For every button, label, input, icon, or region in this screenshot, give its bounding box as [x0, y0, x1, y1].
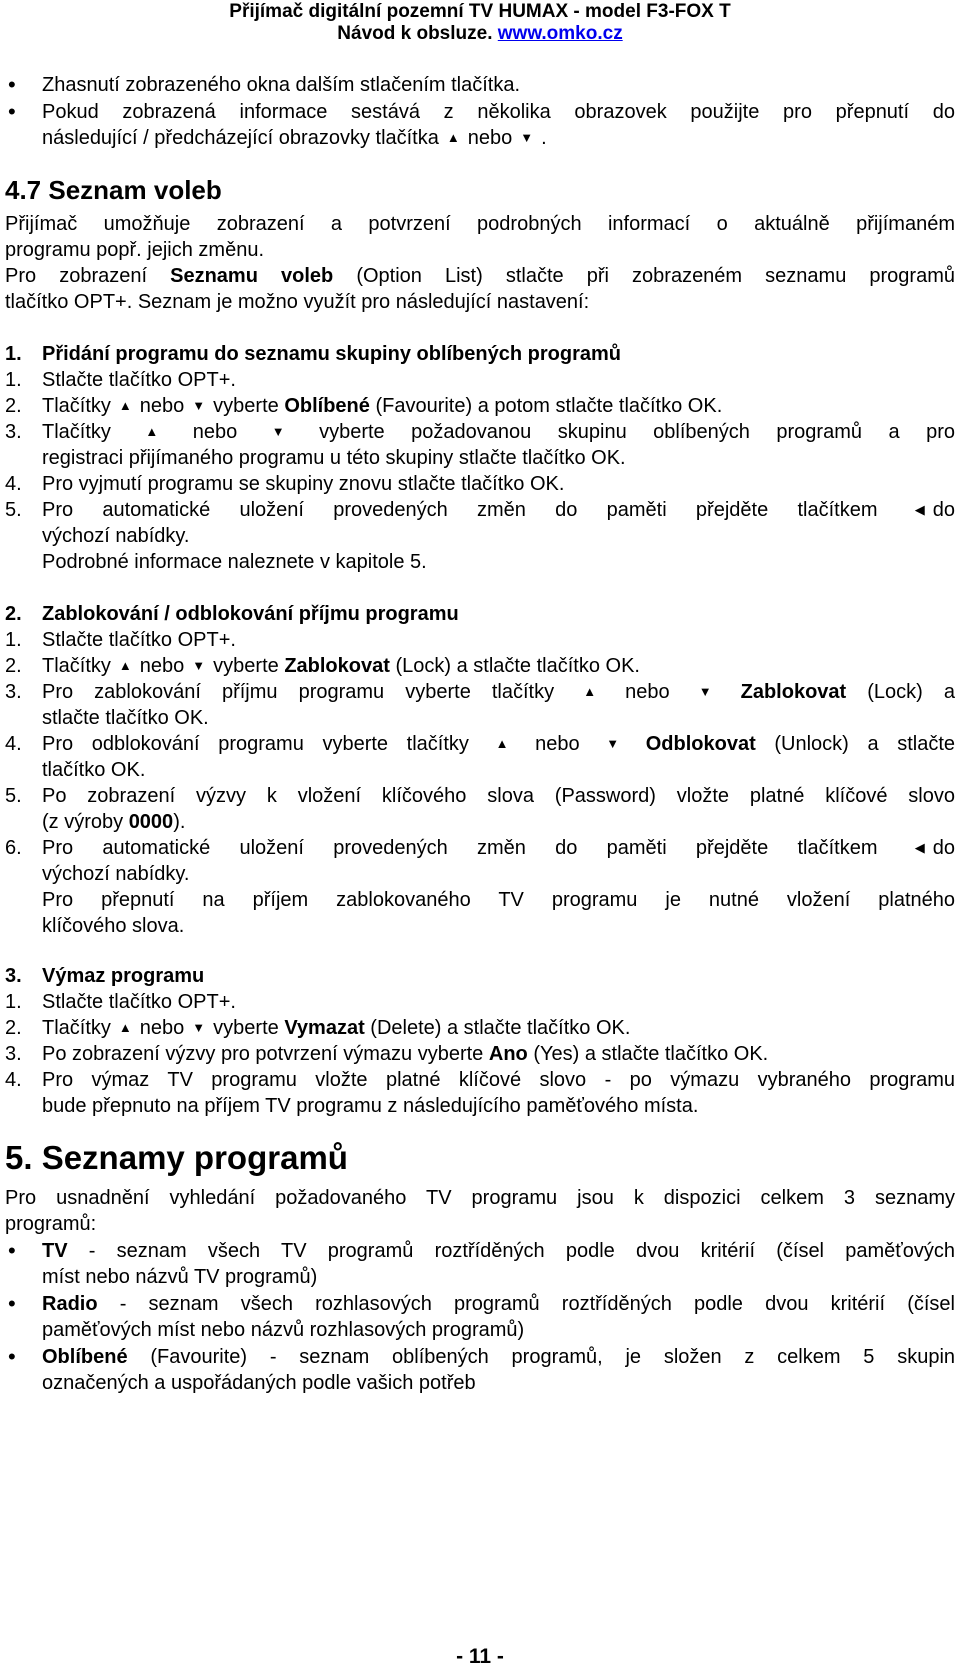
text: (Favourite) a potom stlačte tlačítko OK. — [375, 395, 723, 417]
text: Pro automatické uložení provedených změn do paměti přejděte tlačítkem — [42, 499, 878, 521]
paragraph-line: Pro usnadnění vyhledání požadovaného TV programu jsou k dispozici celkem 3 seznamy — [5, 1187, 955, 1209]
text: nebo — [535, 733, 580, 755]
up-triangle-icon: ▲ — [583, 684, 597, 699]
bullet-text: Pokud zobrazená informace sestává z několika obrazovek použijte pro přepnutí do — [42, 101, 955, 123]
down-triangle-icon: ▼ — [606, 736, 620, 751]
text: Pro odblokování programu vyberte tlačítky — [42, 733, 469, 755]
step-text: Po zobrazení výzvy k vložení klíčového slova (Password) vložte platné klíčové slovo — [42, 785, 955, 807]
subsection-title: Výmaz programu — [42, 965, 205, 987]
bullet-text — [42, 1291, 955, 1317]
text: Pro zobrazení — [5, 265, 148, 287]
text: (Favourite) - seznam oblíbených programů, je složen z celkem 5 skupin — [150, 1346, 955, 1368]
subsection-title: Zablokování / odblokování příjmu programu — [42, 603, 459, 625]
text: nebo — [467, 127, 513, 149]
up-triangle-icon: ▲ — [118, 1020, 132, 1035]
text: Po zobrazení výzvy pro potvrzení výmazu vyberte — [42, 1043, 484, 1065]
text: - seznam všech rozhlasových programů roztříděných podle dvou kritérií (čísel — [119, 1293, 955, 1315]
step-number: 2. — [5, 395, 22, 417]
bold-text: Oblíbené — [42, 1346, 128, 1368]
bold-text: Seznamu voleb — [170, 265, 334, 287]
bullet-text: Zhasnutí zobrazeného okna dalším stlačením tlačítka. — [42, 74, 521, 96]
text: (z výroby — [42, 811, 124, 833]
step-text — [42, 393, 955, 419]
text: nebo — [139, 1017, 185, 1039]
step-text-continued — [42, 809, 955, 835]
bullet-icon: • — [8, 72, 16, 97]
text: nebo — [139, 655, 185, 677]
left-triangle-icon: ◀ — [914, 840, 925, 855]
bold-text: Oblíbené — [284, 395, 370, 417]
website-link[interactable]: www.omko.cz — [497, 23, 623, 44]
step-number: 3. — [5, 681, 22, 703]
bold-text: Radio — [42, 1293, 98, 1315]
up-triangle-icon: ▲ — [495, 736, 509, 751]
step-number: 5. — [5, 499, 22, 521]
document-title: Přijímač digitální pozemní TV HUMAX - model F3-FOX T — [229, 1, 731, 22]
bullet-text-continued: označených a uspořádaných podle vašich potřeb — [42, 1372, 476, 1394]
paragraph-line — [5, 263, 955, 289]
text: vyberte požadovanou skupinu oblíbených programů a pro — [319, 421, 955, 443]
text: (Delete) a stlačte tlačítko OK. — [370, 1017, 631, 1039]
text: do — [932, 499, 955, 521]
text: vyberte — [213, 395, 279, 417]
bold-text: Vymazat — [284, 1017, 365, 1039]
step-text — [42, 1015, 955, 1041]
bullet-icon: • — [8, 99, 16, 124]
bullet-text — [42, 1344, 955, 1370]
step-text — [42, 497, 955, 523]
step-text — [42, 1041, 955, 1067]
step-text: Pro vyjmutí programu se skupiny znovu stlačte tlačítko OK. — [42, 473, 565, 495]
step-number: 1. — [5, 991, 22, 1013]
subtitle-text: Návod k obsluze. — [337, 23, 493, 44]
text: (Option List) stlačte při zobrazeném seznamu programů — [356, 265, 955, 287]
bullet-text-continued — [42, 125, 955, 151]
step-text: Stlačte tlačítko OPT+. — [42, 369, 236, 391]
text: nebo — [625, 681, 670, 703]
up-triangle-icon: ▲ — [446, 130, 460, 145]
up-triangle-icon: ▲ — [118, 398, 132, 413]
up-triangle-icon: ▲ — [118, 658, 132, 673]
text: Tlačítky — [42, 1017, 111, 1039]
text: následující / předcházející obrazovky tlačítka — [42, 127, 439, 149]
down-triangle-icon: ▼ — [271, 424, 285, 439]
step-text — [42, 653, 955, 679]
step-number: 4. — [5, 1069, 22, 1091]
step-text: Stlačte tlačítko OPT+. — [42, 629, 236, 651]
step-text — [42, 679, 955, 705]
step-text — [42, 835, 955, 861]
text: Pro zablokování příjmu programu vyberte tlačítky — [42, 681, 555, 703]
bold-text: 0000 — [128, 811, 174, 833]
sub-number: 3. — [5, 965, 22, 987]
step-text: Stlačte tlačítko OPT+. — [42, 991, 236, 1013]
down-triangle-icon: ▼ — [192, 398, 206, 413]
bullet-text — [42, 1238, 955, 1264]
step-text — [42, 419, 955, 445]
bold-text: Ano — [488, 1043, 528, 1065]
paragraph-line: Přijímač umožňuje zobrazení a potvrzení podrobných informací o aktuálně přijímaném — [5, 213, 955, 235]
step-number: 1. — [5, 369, 22, 391]
section-heading-5: 5. Seznamy programů — [5, 1139, 348, 1176]
paragraph-line: programů: — [5, 1213, 97, 1235]
step-text-continued: tlačítko OK. — [42, 759, 146, 781]
down-triangle-icon: ▼ — [192, 658, 206, 673]
step-text-continued: Pro přepnutí na příjem zablokovaného TV programu je nutné vložení platného — [42, 889, 955, 911]
step-text-continued: výchozí nabídky. — [42, 863, 190, 885]
left-triangle-icon: ◀ — [914, 502, 925, 517]
step-number: 4. — [5, 733, 22, 755]
bold-text: Odblokovat — [645, 733, 756, 755]
text: (Lock) a stlačte tlačítko OK. — [395, 655, 640, 677]
bullet-icon: • — [8, 1238, 16, 1263]
step-number: 1. — [5, 629, 22, 651]
text: Tlačítky — [42, 655, 111, 677]
text: . — [541, 127, 547, 149]
paragraph-line: tlačítko OPT+. Seznam je možno využít pro následující nastavení: — [5, 291, 590, 313]
step-text-continued: registraci přijímaného programu u této skupiny stlačte tlačítko OK. — [42, 447, 626, 469]
down-triangle-icon: ▼ — [698, 684, 712, 699]
step-number: 3. — [5, 1043, 22, 1065]
text: Tlačítky — [42, 421, 111, 443]
subsection-title: Přidání programu do seznamu skupiny oblíbených programů — [42, 343, 621, 365]
step-number: 4. — [5, 473, 22, 495]
text: ). — [173, 811, 186, 833]
text: nebo — [139, 395, 185, 417]
text: vyberte — [213, 1017, 279, 1039]
sub-number: 2. — [5, 603, 22, 625]
text: Pro automatické uložení provedených změn do paměti přejděte tlačítkem — [42, 837, 878, 859]
sub-number: 1. — [5, 343, 22, 365]
text: nebo — [192, 421, 238, 443]
bold-text: Zablokovat — [740, 681, 847, 703]
step-text-continued: klíčového slova. — [42, 915, 185, 937]
step-number: 3. — [5, 421, 22, 443]
text: - seznam všech TV programů roztříděných podle dvou kritérií (čísel paměťových — [88, 1240, 955, 1262]
text: Tlačítky — [42, 395, 111, 417]
step-text-continued: výchozí nabídky. — [42, 525, 190, 547]
text: vyberte — [213, 655, 279, 677]
bullet-text-continued: paměťových míst nebo názvů rozhlasových programů) — [42, 1319, 525, 1341]
section-heading-4-7: 4.7 Seznam voleb — [5, 175, 222, 205]
text: (Unlock) a stlačte — [774, 733, 955, 755]
down-triangle-icon: ▼ — [192, 1020, 206, 1035]
step-text-continued: Podrobné informace naleznete v kapitole 5. — [42, 551, 427, 573]
step-number: 2. — [5, 1017, 22, 1039]
document-subtitle — [0, 22, 960, 46]
text: (Lock) a — [867, 681, 955, 703]
down-triangle-icon: ▼ — [520, 130, 534, 145]
step-text-continued: bude přepnuto na příjem TV programu z následujícího paměťového místa. — [42, 1095, 699, 1117]
text: do — [932, 837, 955, 859]
paragraph-line: programu popř. jejich změnu. — [5, 239, 265, 261]
step-number: 2. — [5, 655, 22, 677]
up-triangle-icon: ▲ — [145, 424, 159, 439]
text: (Yes) a stlačte tlačítko OK. — [533, 1043, 769, 1065]
step-number: 6. — [5, 837, 22, 859]
step-text — [42, 731, 955, 757]
bold-text: TV — [42, 1240, 68, 1262]
bullet-icon: • — [8, 1344, 16, 1369]
bullet-text-continued: míst nebo názvů TV programů) — [42, 1266, 318, 1288]
bullet-icon: • — [8, 1291, 16, 1316]
step-text: Pro výmaz TV programu vložte platné klíčové slovo - po výmazu vybraného programu — [42, 1069, 955, 1091]
step-number: 5. — [5, 785, 22, 807]
step-text-continued: stlačte tlačítko OK. — [42, 707, 209, 729]
bold-text: Zablokovat — [284, 655, 390, 677]
page-number: - 11 - — [456, 1645, 504, 1668]
